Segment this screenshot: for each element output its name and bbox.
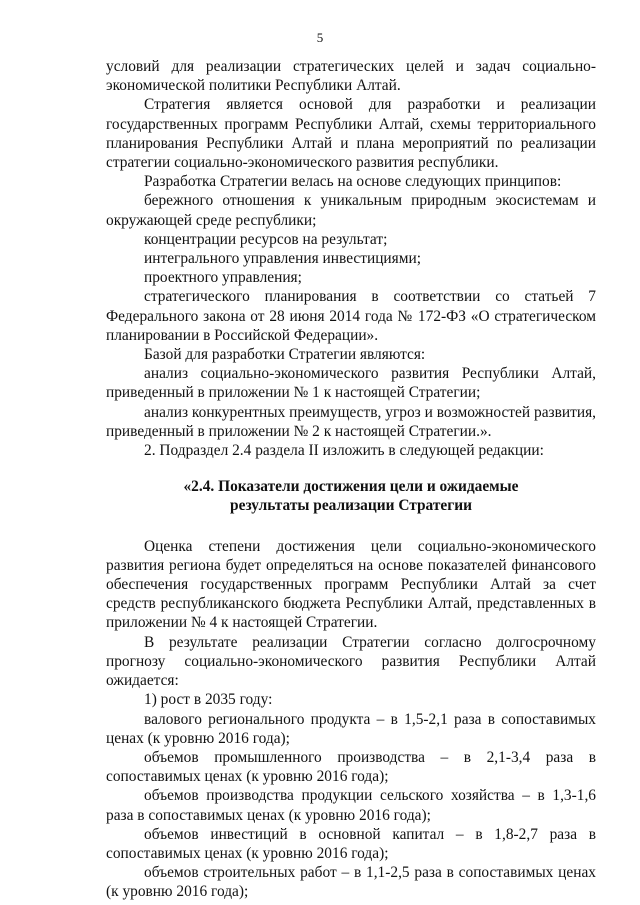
list-item: бережного отношения к уникальным природным экосистемам и окружающей среде республики; <box>106 192 596 229</box>
list-item: анализ конкурентных преимуществ, угроз и возможностей развития, приведенный в приложении № 2 к настоящей Стратегии.». <box>106 403 596 440</box>
list-item: анализ социально-экономического развития Республики Алтай, приведенный в приложении № 1 к настоящей Стратегии; <box>106 365 596 402</box>
paragraph: Разработка Стратегии велась на основе следующих принципов: <box>144 173 562 191</box>
list-item: объемов производства продукции сельского хозяйства – в 1,3-1,6 раза в сопоставимых ценах (к уровню 2016 года); <box>106 787 596 824</box>
paragraph: 2. Подраздел 2.4 раздела II изложить в следующей редакции: <box>144 442 544 460</box>
paragraph: Стратегия является основой для разработки и реализации государственных программ Республики Алтай, схемы территориального планирования Республики Алтай и плана мероприятий по реализации стратегии социально-экономического развития республики. <box>106 96 596 172</box>
paragraph: Базой для разработки Стратегии являются: <box>144 346 426 364</box>
paragraph: условий для реализации стратегических целей и задач социально-экономической политики Республики Алтай. <box>106 58 596 95</box>
document-body <box>106 57 596 902</box>
page-number: 5 <box>316 30 324 45</box>
list-item: стратегического планирования в соответствии со статьей 7 Федерального закона от 28 июня 2014 года № 172-ФЗ «О стратегическом планировании в Российской Федерации». <box>106 288 596 344</box>
list-item: концентрации ресурсов на результат; <box>144 230 388 248</box>
section-heading: «2.4. Показатели достижения цели и ожидаемые результаты реализации Стратегии <box>183 478 519 515</box>
list-item: объемов инвестиций в основной капитал – в 1,8-2,7 раза в сопоставимых ценах (к уровню 2016 года); <box>106 825 596 862</box>
list-item: валового регионального продукта – в 1,5-2,1 раза в сопоставимых ценах (к уровню 2016 года); <box>106 710 596 747</box>
list-item: интегрального управления инвестициями; <box>144 250 422 268</box>
paragraph: В результате реализации Стратегии согласно долгосрочному прогнозу социально-экономического развития Республики Алтай ожидается: <box>106 633 596 690</box>
list-item: проектного управления; <box>144 269 302 287</box>
paragraph: Оценка степени достижения цели социально-экономического развития региона будет определяться на основе показателей финансового обеспечения государственных программ Республики Алтай за счет средств республиканского бюджета Республики Алтай, представленных в приложении № 4 к настоящей Стратегии. <box>106 537 596 632</box>
list-item: объемов промышленного производства – в 2,1-3,4 раза в сопоставимых ценах (к уровню 2016 года); <box>106 748 596 786</box>
list-item: 1) рост в 2035 году: <box>144 691 273 709</box>
list-item: объемов строительных работ – в 1,1-2,5 раза в сопоставимых ценах (к уровню 2016 года); <box>106 864 596 901</box>
